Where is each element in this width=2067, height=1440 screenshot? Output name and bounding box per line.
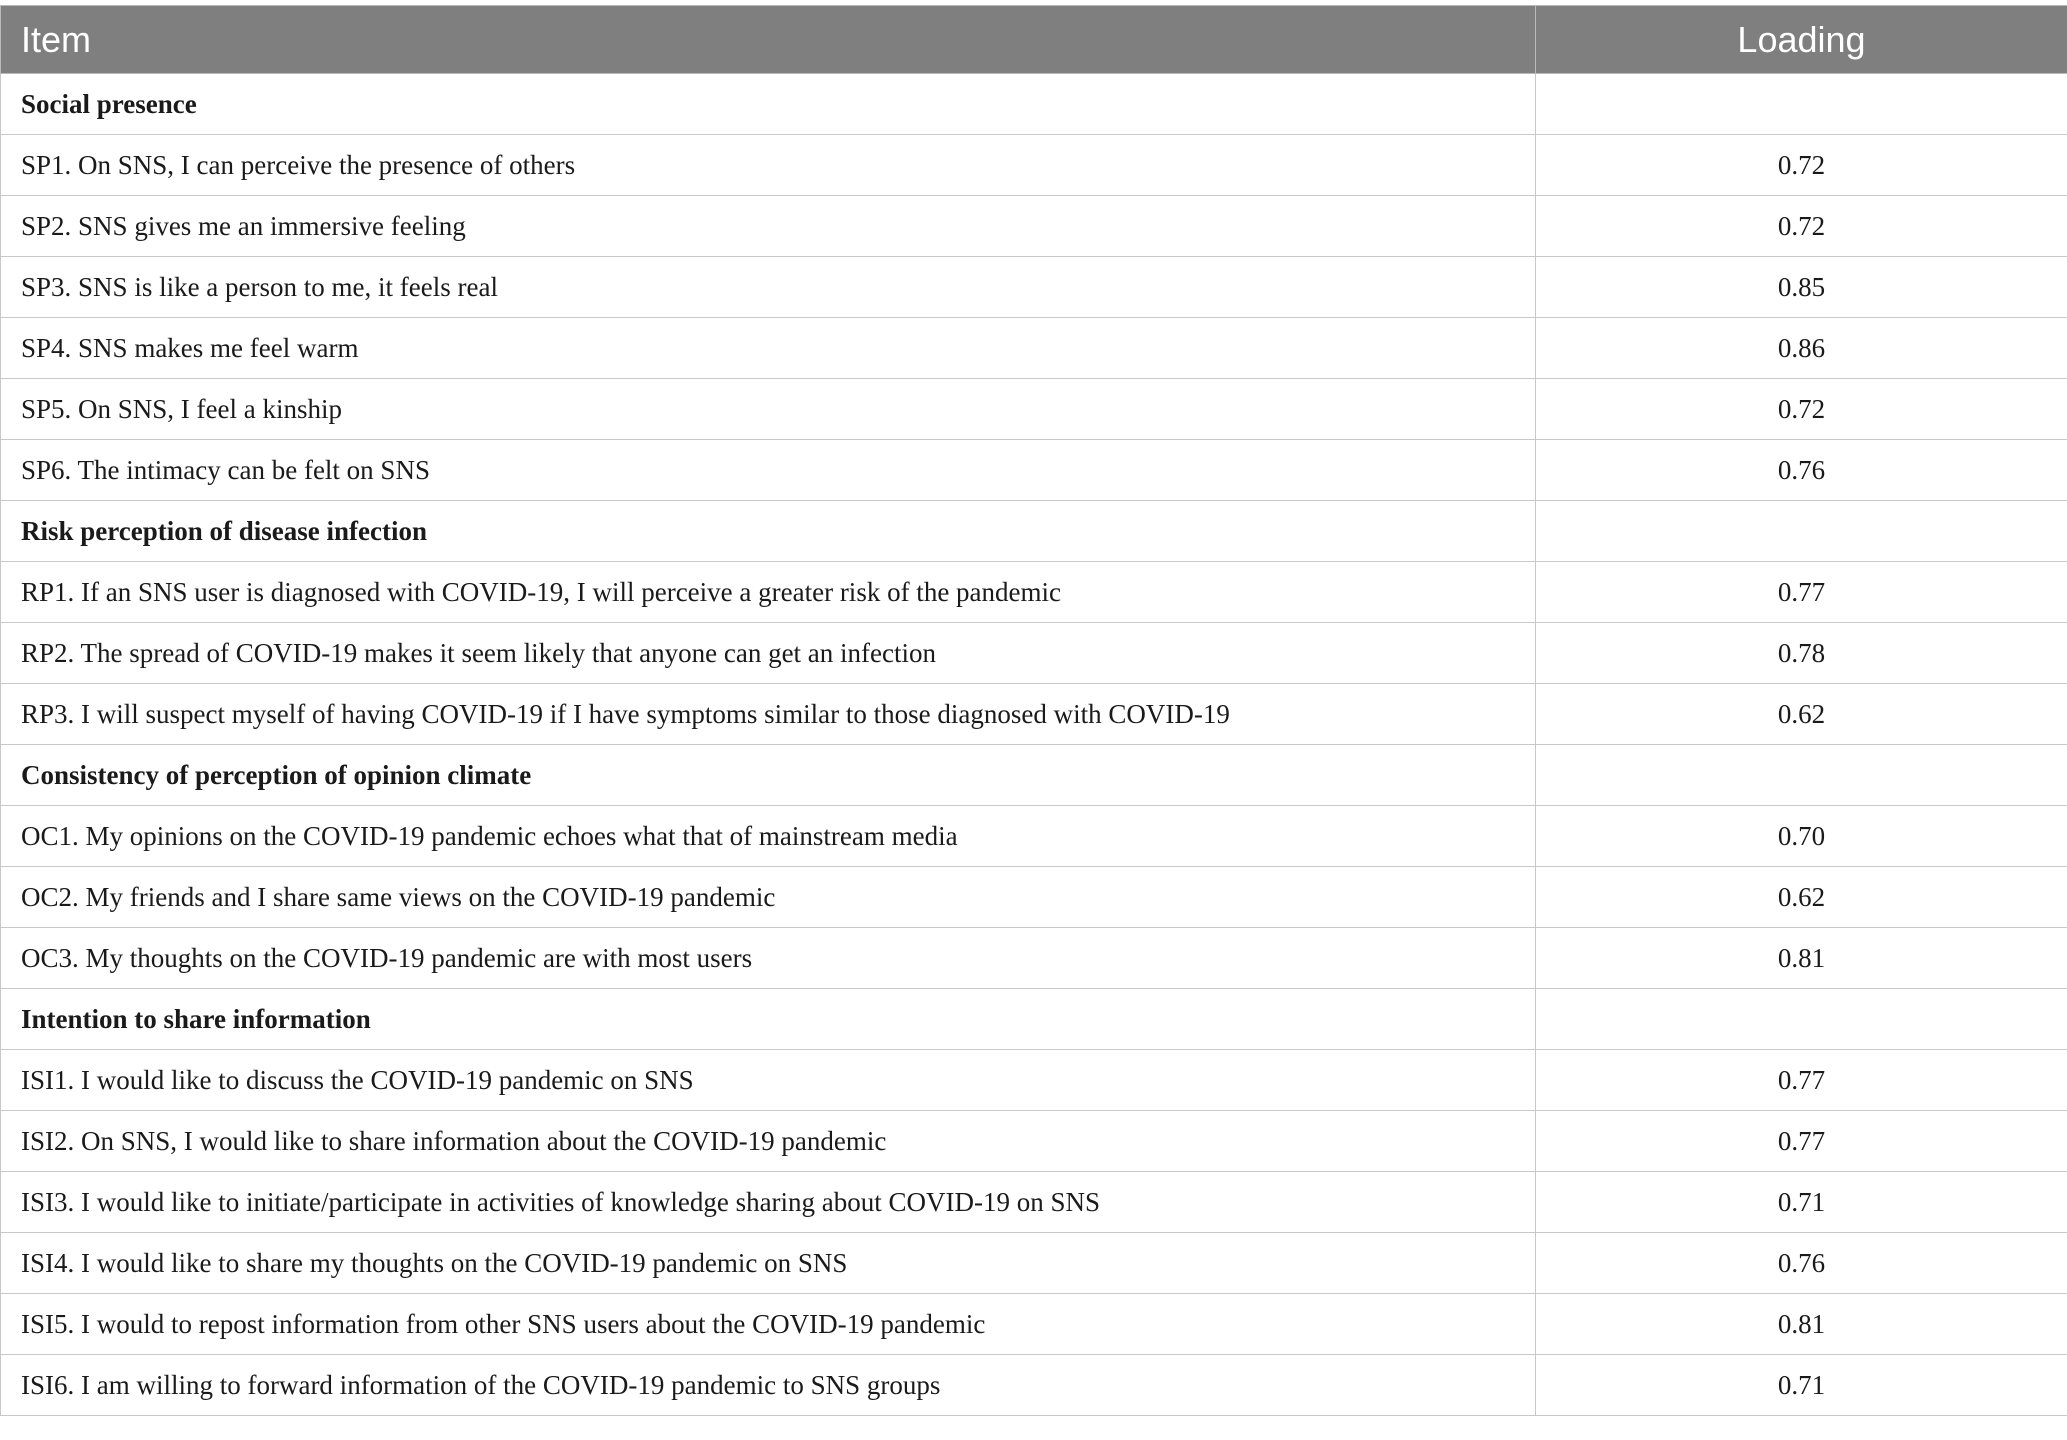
header-row bbox=[1, 6, 2067, 74]
loading-value: 0.71 bbox=[1536, 1355, 2067, 1416]
table-row bbox=[1, 1050, 2067, 1111]
table-row bbox=[1, 684, 2067, 745]
table-row bbox=[1, 1111, 2067, 1172]
loading-value: 0.76 bbox=[1536, 440, 2067, 501]
loading-value: 0.77 bbox=[1536, 562, 2067, 623]
item-text: ISI3. I would like to initiate/participate in activities of knowledge sharing about COVID-19 on SNS bbox=[1, 1172, 1536, 1233]
loading-value: 0.78 bbox=[1536, 623, 2067, 684]
item-text: OC3. My thoughts on the COVID-19 pandemic are with most users bbox=[1, 928, 1536, 989]
section-loading-empty bbox=[1536, 989, 2067, 1050]
item-text: RP1. If an SNS user is diagnosed with COVID-19, I will perceive a greater risk of the pandemic bbox=[1, 562, 1536, 623]
table-row bbox=[1, 379, 2067, 440]
loading-value: 0.72 bbox=[1536, 135, 2067, 196]
item-text: SP5. On SNS, I feel a kinship bbox=[1, 379, 1536, 440]
table-row bbox=[1, 928, 2067, 989]
table-row bbox=[1, 623, 2067, 684]
item-text: SP2. SNS gives me an immersive feeling bbox=[1, 196, 1536, 257]
section-row bbox=[1, 74, 2067, 135]
loading-value: 0.72 bbox=[1536, 379, 2067, 440]
item-text: ISI6. I am willing to forward information of the COVID-19 pandemic to SNS groups bbox=[1, 1355, 1536, 1416]
column-header-loading: Loading bbox=[1536, 6, 2067, 74]
item-text: SP4. SNS makes me feel warm bbox=[1, 318, 1536, 379]
table-row bbox=[1, 1233, 2067, 1294]
item-text: ISI5. I would to repost information from other SNS users about the COVID-19 pandemic bbox=[1, 1294, 1536, 1355]
item-text: ISI2. On SNS, I would like to share information about the COVID-19 pandemic bbox=[1, 1111, 1536, 1172]
loading-value: 0.77 bbox=[1536, 1050, 2067, 1111]
item-text: ISI4. I would like to share my thoughts on the COVID-19 pandemic on SNS bbox=[1, 1233, 1536, 1294]
table-row bbox=[1, 135, 2067, 196]
loading-value: 0.71 bbox=[1536, 1172, 2067, 1233]
section-title: Consistency of perception of opinion climate bbox=[1, 745, 1536, 806]
section-title: Intention to share information bbox=[1, 989, 1536, 1050]
item-text: OC1. My opinions on the COVID-19 pandemic echoes what that of mainstream media bbox=[1, 806, 1536, 867]
item-text: ISI1. I would like to discuss the COVID-19 pandemic on SNS bbox=[1, 1050, 1536, 1111]
loading-value: 0.76 bbox=[1536, 1233, 2067, 1294]
item-text: SP6. The intimacy can be felt on SNS bbox=[1, 440, 1536, 501]
section-title: Social presence bbox=[1, 74, 1536, 135]
table-row bbox=[1, 867, 2067, 928]
item-text: OC2. My friends and I share same views on the COVID-19 pandemic bbox=[1, 867, 1536, 928]
table-row bbox=[1, 257, 2067, 318]
section-row bbox=[1, 745, 2067, 806]
section-row bbox=[1, 501, 2067, 562]
table-header bbox=[1, 6, 2067, 74]
table-row bbox=[1, 440, 2067, 501]
loading-table-container bbox=[0, 5, 2067, 1416]
table-row bbox=[1, 806, 2067, 867]
item-text: SP1. On SNS, I can perceive the presence of others bbox=[1, 135, 1536, 196]
column-header-item: Item bbox=[1, 6, 1536, 74]
table-body bbox=[1, 74, 2067, 1416]
table-row bbox=[1, 318, 2067, 379]
factor-loading-table bbox=[0, 5, 2067, 1416]
section-row bbox=[1, 989, 2067, 1050]
section-loading-empty bbox=[1536, 74, 2067, 135]
item-text: RP2. The spread of COVID-19 makes it seem likely that anyone can get an infection bbox=[1, 623, 1536, 684]
table-row bbox=[1, 1355, 2067, 1416]
loading-value: 0.81 bbox=[1536, 928, 2067, 989]
table-row bbox=[1, 196, 2067, 257]
item-text: RP3. I will suspect myself of having COVID-19 if I have symptoms similar to those diagnosed with COVID-19 bbox=[1, 684, 1536, 745]
loading-value: 0.85 bbox=[1536, 257, 2067, 318]
table-row bbox=[1, 562, 2067, 623]
loading-value: 0.77 bbox=[1536, 1111, 2067, 1172]
section-loading-empty bbox=[1536, 501, 2067, 562]
table-row bbox=[1, 1172, 2067, 1233]
table-row bbox=[1, 1294, 2067, 1355]
section-title: Risk perception of disease infection bbox=[1, 501, 1536, 562]
loading-value: 0.72 bbox=[1536, 196, 2067, 257]
loading-value: 0.86 bbox=[1536, 318, 2067, 379]
loading-value: 0.62 bbox=[1536, 684, 2067, 745]
loading-value: 0.62 bbox=[1536, 867, 2067, 928]
item-text: SP3. SNS is like a person to me, it feels real bbox=[1, 257, 1536, 318]
section-loading-empty bbox=[1536, 745, 2067, 806]
loading-value: 0.81 bbox=[1536, 1294, 2067, 1355]
loading-value: 0.70 bbox=[1536, 806, 2067, 867]
